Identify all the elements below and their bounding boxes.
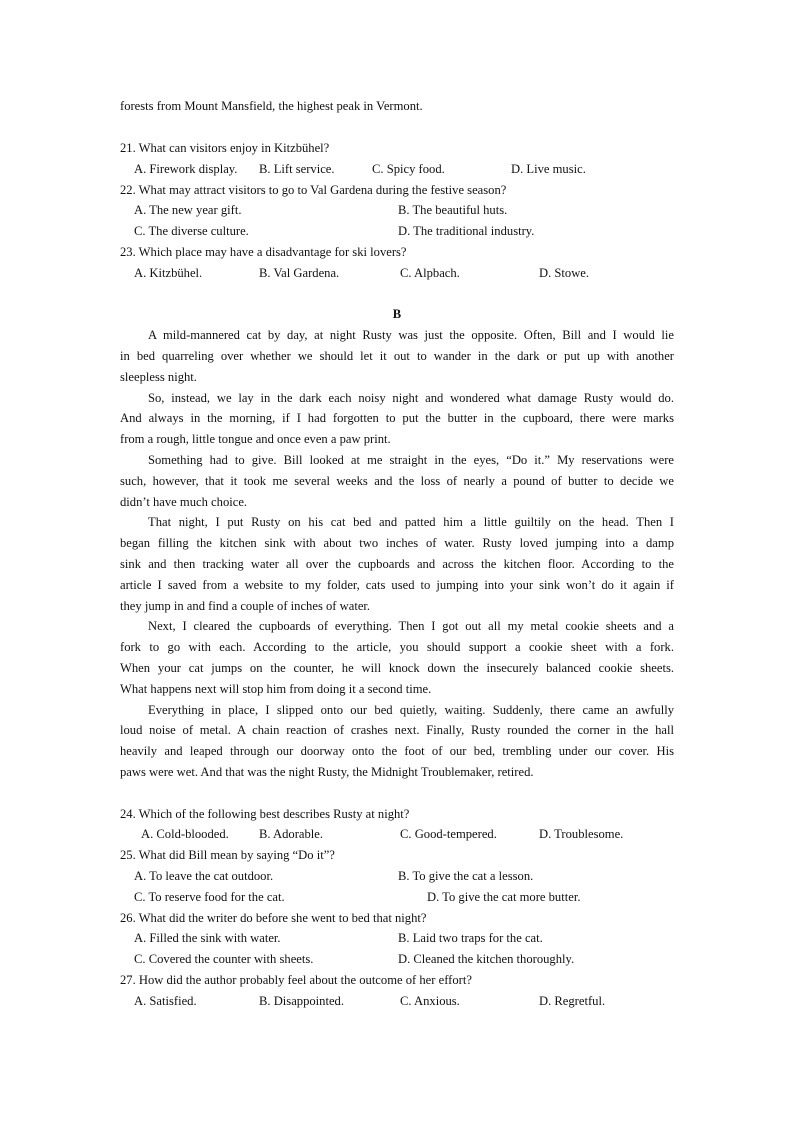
q27-option-a: A. Satisfied.: [134, 994, 197, 1008]
passage-line: they jump in and find a couple of inches of water.: [120, 599, 371, 613]
q26-option-a: A. Filled the sink with water.: [134, 931, 281, 945]
passage-line: Everything in place, I slipped onto our bed quietly, waiting. Suddenly, there came an awfully: [148, 703, 674, 717]
question-22: 22. What may attract visitors to go to Val Gardena during the festive season?: [120, 183, 507, 197]
q24-option-c: C. Good-tempered.: [400, 827, 497, 841]
q23-option-b: B. Val Gardena.: [259, 266, 340, 280]
q27-option-d: D. Regretful.: [539, 994, 606, 1008]
q22-option-b: B. The beautiful huts.: [398, 203, 508, 217]
q25-option-c: C. To reserve food for the cat.: [134, 890, 285, 904]
passage-line: sink and then tracking water all over the cupboards and across the kitchen floor. According to the: [120, 557, 674, 571]
q22-option-c: C. The diverse culture.: [134, 224, 249, 238]
q21-option-c: C. Spicy food.: [372, 162, 445, 176]
passage-line: in bed quarreling over whether we should let it out to wander in the dark or put up with another: [120, 349, 674, 363]
passage-line: When your cat jumps on the counter, he will knock down the insecurely balanced cookie sheets.: [120, 661, 674, 675]
top-line: forests from Mount Mansfield, the highest peak in Vermont.: [120, 99, 423, 113]
q24-option-a: A. Cold-blooded.: [141, 827, 229, 841]
q21-option-d: D. Live music.: [511, 162, 586, 176]
question-24: 24. Which of the following best describes Rusty at night?: [120, 807, 410, 821]
passage-line: didn’t have much choice.: [120, 495, 248, 509]
q25-option-d: D. To give the cat more butter.: [427, 890, 581, 904]
passage-line: That night, I put Rusty on his cat bed and patted him a little guiltily on the head. Then I: [148, 515, 674, 529]
q24-option-d: D. Troublesome.: [539, 827, 624, 841]
passage-line: What happens next will stop him from doing it a second time.: [120, 682, 432, 696]
q22-option-d: D. The traditional industry.: [398, 224, 535, 238]
q23-option-c: C. Alpbach.: [400, 266, 460, 280]
passage-line: Something had to give. Bill looked at me straight in the eyes, “Do it.” My reservations were: [148, 453, 674, 467]
passage-line: sleepless night.: [120, 370, 197, 384]
passage-line: such, however, that it took me several weeks and the loss of nearly a pound of butter to decide we: [120, 474, 674, 488]
q23-option-d: D. Stowe.: [539, 266, 590, 280]
passage-line: Next, I cleared the cupboards of everything. Then I got out all my metal cookie sheets and a: [148, 619, 674, 633]
q22-option-a: A. The new year gift.: [134, 203, 242, 217]
q26-option-c: C. Covered the counter with sheets.: [134, 952, 314, 966]
passage-line: fork to go with each. According to the article, you should support a cookie sheet with a fork.: [120, 640, 674, 654]
passage-line: So, instead, we lay in the dark each noisy night and wondered what damage Rusty would do.: [148, 391, 674, 405]
question-21: 21. What can visitors enjoy in Kitzbühel?: [120, 141, 330, 155]
question-23: 23. Which place may have a disadvantage for ski lovers?: [120, 245, 407, 259]
q27-option-b: B. Disappointed.: [259, 994, 345, 1008]
section-title: B: [392, 307, 402, 321]
passage-line: from a rough, little tongue and once even a paw print.: [120, 432, 391, 446]
question-25: 25. What did Bill mean by saying “Do it”?: [120, 848, 335, 862]
q21-option-b: B. Lift service.: [259, 162, 335, 176]
passage-line: began filling the kitchen sink with about two inches of water. Rusty loved jumping into a damp: [120, 536, 674, 550]
question-27: 27. How did the author probably feel about the outcome of her effort?: [120, 973, 472, 987]
passage-line: heavily and leaped through our doorway onto the foot of our bed, trembling under our cover. His: [120, 744, 674, 758]
q25-option-a: A. To leave the cat outdoor.: [134, 869, 274, 883]
q26-option-d: D. Cleaned the kitchen thoroughly.: [398, 952, 575, 966]
passage-line: A mild-mannered cat by day, at night Rusty was just the opposite. Often, Bill and I would lie: [148, 328, 674, 342]
passage-line: loud noise of metal. A chain reaction of crashes next. Finally, Rusty rounded the corner in the hall: [120, 723, 674, 737]
question-26: 26. What did the writer do before she went to bed that night?: [120, 911, 427, 925]
passage-line: article I saved from a website to my folder, cats used to jumping into your sink won’t do it again if: [120, 578, 674, 592]
passage-line: paws were wet. And that was the night Rusty, the Midnight Troublemaker, retired.: [120, 765, 534, 779]
passage-line: And always in the morning, if I had forgotten to put the butter in the cupboard, there were marks: [120, 411, 674, 425]
q21-option-a: A. Firework display.: [134, 162, 238, 176]
q26-option-b: B. Laid two traps for the cat.: [398, 931, 543, 945]
q24-option-b: B. Adorable.: [259, 827, 324, 841]
q27-option-c: C. Anxious.: [400, 994, 460, 1008]
q23-option-a: A. Kitzbühel.: [134, 266, 203, 280]
q25-option-b: B. To give the cat a lesson.: [398, 869, 534, 883]
